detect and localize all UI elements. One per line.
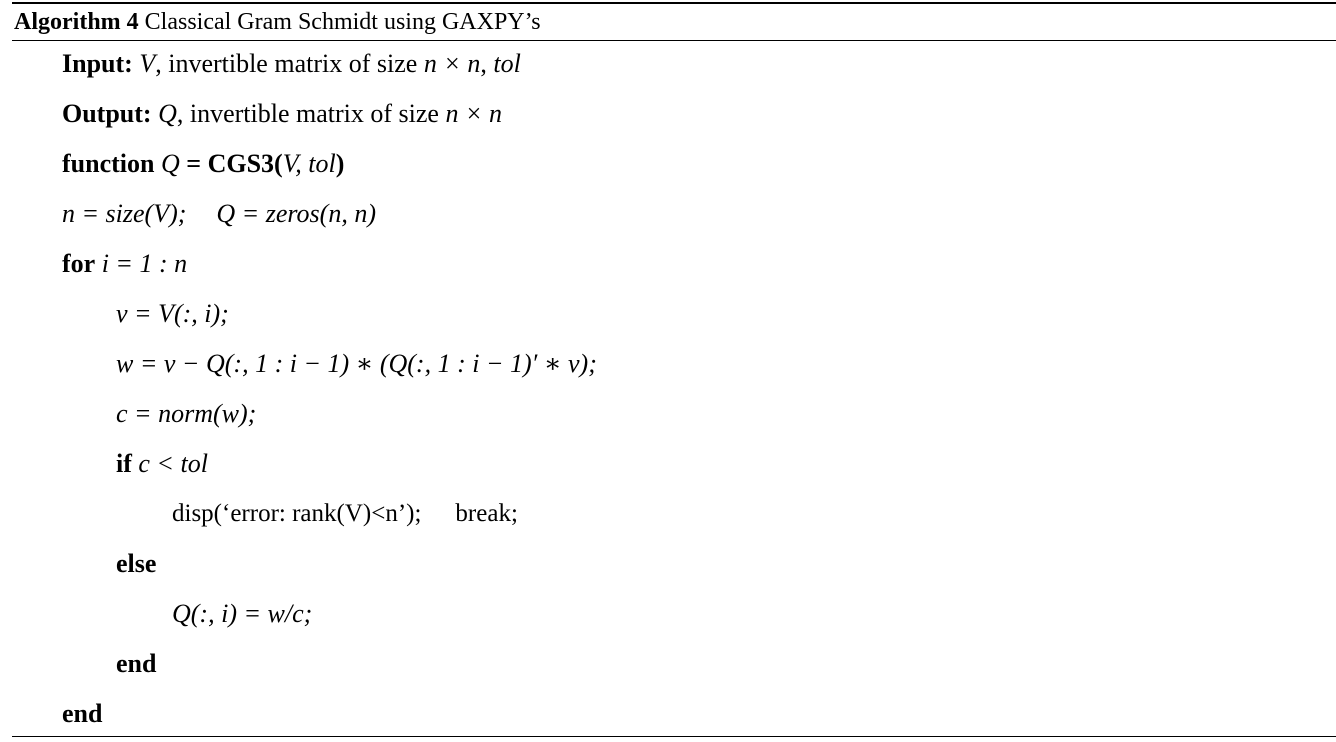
- function-keyword: function: [62, 149, 155, 178]
- input-size: n × n: [423, 49, 481, 78]
- assign-c-line: c = norm(w);: [116, 399, 257, 428]
- top-rule: [12, 2, 1336, 4]
- else-line: else: [116, 549, 157, 578]
- algorithm-caption: [14, 8, 541, 36]
- for-expr: i = 1 : n: [101, 249, 188, 278]
- function-name: CGS3(: [207, 149, 283, 178]
- input-text: , invertible matrix of size: [155, 49, 424, 78]
- if-expr: c < tol: [138, 449, 208, 478]
- algorithm-title: Classical Gram Schmidt using GAXPY’s: [144, 9, 541, 35]
- function-eq: =: [179, 149, 208, 178]
- break-statement: break;: [455, 500, 518, 527]
- input-var: V: [139, 49, 156, 78]
- output-line: [62, 98, 502, 130]
- output-size: n × n: [445, 99, 502, 128]
- caption-rule: [12, 40, 1336, 41]
- input-sep: ,: [480, 49, 494, 78]
- function-lhs: Q: [160, 149, 180, 178]
- disp-call: disp(‘error: rank(V)<n’);: [172, 500, 422, 527]
- disp-line: [172, 498, 518, 530]
- bottom-rule: [12, 736, 1336, 737]
- assign-q-line: Q(:, i) = w/c;: [172, 599, 313, 628]
- input-tol: tol: [493, 49, 521, 78]
- function-close: ): [335, 149, 345, 178]
- if-line: [116, 448, 208, 480]
- output-var: Q: [158, 99, 177, 128]
- if-keyword: if: [116, 449, 132, 478]
- input-keyword: Input:: [62, 49, 133, 78]
- output-keyword: Output:: [62, 99, 152, 128]
- init-zeros: Q = zeros(n, n): [216, 199, 376, 228]
- assign-w-line: w = v − Q(:, 1 : i − 1) ∗ (Q(:, 1 : i − 1)′ ∗ v);: [116, 349, 597, 378]
- output-text: , invertible matrix of size: [176, 99, 446, 128]
- end-for-line: end: [62, 699, 103, 728]
- assign-v-line: v = V(:, i);: [116, 299, 229, 328]
- function-args: V, tol: [282, 149, 336, 178]
- init-size: n = size(V);: [62, 199, 187, 228]
- for-line: [62, 248, 187, 280]
- end-if-line: end: [116, 649, 157, 678]
- init-line: [62, 198, 376, 230]
- input-line: [62, 48, 521, 80]
- algorithm-label: Algorithm 4: [14, 9, 139, 35]
- for-keyword: for: [62, 249, 96, 278]
- function-line: [62, 148, 344, 180]
